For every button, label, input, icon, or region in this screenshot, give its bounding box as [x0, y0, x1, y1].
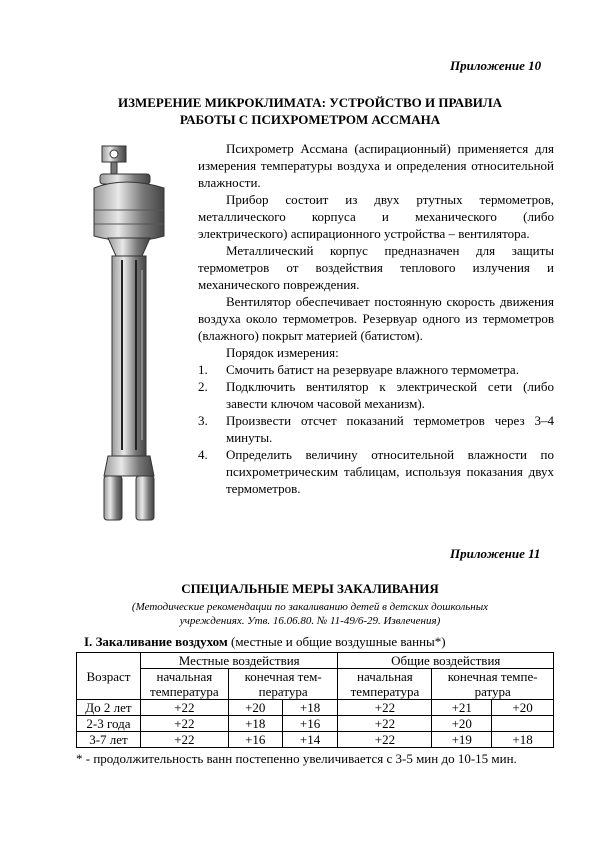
list-text: Подключить вентилятор к электрической сети (либо завести ключом часовой механизм). — [226, 379, 554, 411]
table-subheader-row — [77, 684, 554, 700]
appendix-10-body — [198, 140, 554, 497]
list-item — [198, 361, 554, 378]
cell-general-final-2: +18 — [492, 732, 554, 748]
list-number: 1. — [198, 362, 208, 377]
psychrometer-illustration — [90, 140, 180, 525]
header-local-final-2: пература — [228, 684, 338, 700]
table-footnote: * - продолжительность ванн постепенно увеличивается с 3-5 мин до 10-15 мин. — [76, 751, 517, 766]
paragraph: Металлический корпус предназначен для защиты термометров от воздействия теплового излучения и механического повреждения. — [198, 243, 554, 292]
cell-general-initial: +22 — [338, 700, 432, 716]
table-header-row — [77, 653, 554, 669]
list-number: 3. — [198, 413, 208, 428]
paragraph: Порядок измерения: — [226, 345, 339, 360]
list-number: 4. — [198, 447, 208, 462]
cell-local-final-1: +20 — [228, 700, 282, 716]
cell-general-final-1: +21 — [432, 700, 492, 716]
header-general: Общие воздействия — [338, 653, 554, 669]
header-age: Возраст — [77, 653, 141, 700]
list-text: Смочить батист на резервуаре влажного термометра. — [226, 362, 519, 377]
cell-general-final-2 — [492, 716, 554, 732]
cell-general-initial: +22 — [338, 732, 432, 748]
section-heading — [84, 634, 446, 650]
hardening-table — [76, 652, 554, 748]
cell-local-initial: +22 — [140, 732, 228, 748]
cell-local-initial: +22 — [140, 716, 228, 732]
appendix-11-title: СПЕЦИАЛЬНЫЕ МЕРЫ ЗАКАЛИВАНИЯ — [181, 581, 439, 596]
cell-age: 3-7 лет — [77, 732, 141, 748]
cell-age: До 2 лет — [77, 700, 141, 716]
appendix-11-label: Приложение 11 — [450, 546, 541, 561]
header-local-initial: начальная — [140, 669, 228, 685]
section-number: I. — [84, 634, 93, 649]
paragraph: Вентилятор обеспечивает постоянную скорость движения воздуха около термометров. Резервуар одного из термометров (влажного) покрыт материей (батистом). — [198, 294, 554, 343]
list-item — [198, 446, 554, 497]
subtitle-line-1: (Методические рекомендации по закаливанию детей в детских дошкольных — [131, 601, 489, 613]
cell-local-final-1: +16 — [228, 732, 282, 748]
cell-general-initial: +22 — [338, 716, 432, 732]
title-line-1: ИЗМЕРЕНИЕ МИКРОКЛИМАТА: УСТРОЙСТВО И ПРАВИЛА — [118, 95, 502, 110]
cell-local-final-2: +14 — [282, 732, 338, 748]
header-local-final: конечная тем- — [228, 669, 338, 685]
table-row — [77, 716, 554, 732]
paragraph: Психрометр Ассмана (аспирационный) применяется для измерения температуры воздуха и определения относительной влажности. — [198, 141, 554, 190]
appendix-10-title — [70, 94, 550, 128]
cell-local-final-2: +16 — [282, 716, 338, 732]
cell-local-initial: +22 — [140, 700, 228, 716]
paragraph: Прибор состоит из двух ртутных термометров, металлического корпуса и механического (либо электрического) аспирационного устройства – вентилятора. — [198, 192, 554, 241]
title-line-2: РАБОТЫ С ПСИХРОМЕТРОМ АССМАНА — [179, 112, 441, 127]
header-general-final-2: ратура — [432, 684, 554, 700]
cell-general-final-1: +20 — [432, 716, 492, 732]
appendix-11-subtitle — [100, 600, 520, 628]
section-title: Закаливание воздухом — [95, 634, 228, 649]
cell-age: 2-3 года — [77, 716, 141, 732]
appendix-10-label: Приложение 10 — [450, 58, 542, 73]
subtitle-line-2: учреждениях. Утв. 16.06.80. № 11-49/6-29. Извлечения) — [179, 615, 441, 627]
header-general-initial-2: температура — [338, 684, 432, 700]
header-local: Местные воздействия — [140, 653, 338, 669]
list-text: Произвести отсчет показаний термометров через 3–4 минуты. — [226, 413, 554, 445]
list-item — [198, 412, 554, 446]
cell-local-final-1: +18 — [228, 716, 282, 732]
cell-general-final-1: +19 — [432, 732, 492, 748]
table-subheader-row — [77, 669, 554, 685]
section-note: (местные и общие воздушные ванны*) — [231, 634, 446, 649]
table-row — [77, 732, 554, 748]
list-item — [198, 378, 554, 412]
header-general-final: конечная темпе- — [432, 669, 554, 685]
cell-local-final-2: +18 — [282, 700, 338, 716]
header-local-initial-2: температура — [140, 684, 228, 700]
header-general-initial: начальная — [338, 669, 432, 685]
list-text: Определить величину относительной влажности по психрометрическим таблицам, используя показания двух термометров. — [226, 447, 554, 496]
table-row — [77, 700, 554, 716]
cell-general-final-2: +20 — [492, 700, 554, 716]
list-number: 2. — [198, 379, 208, 394]
